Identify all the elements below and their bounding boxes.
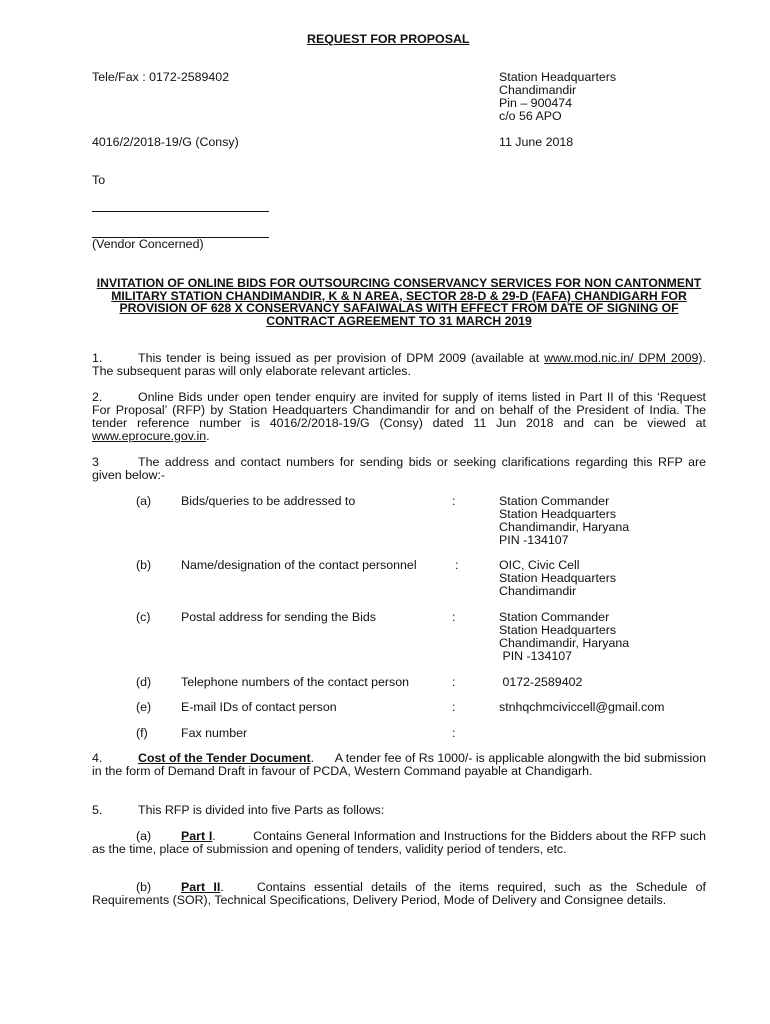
paragraph-number: 4. — [92, 751, 103, 765]
paragraph-title: Cost of the Tender Document — [138, 751, 311, 765]
paragraph-1 — [92, 352, 706, 378]
row-description: E-mail IDs of contact person — [181, 700, 337, 714]
document-title: REQUEST FOR PROPOSAL — [307, 32, 470, 46]
row-value: stnhqchmciviccell@gmail.com — [499, 700, 665, 714]
paragraph-text: The address and contact numbers for sending bids or seeking clarifications regarding this RFP are given below:- — [92, 455, 706, 482]
part-title: Part I — [181, 829, 213, 843]
part-item-b — [92, 881, 706, 907]
reference-number: 4016/2/2018-19/G (Consy) — [92, 135, 239, 149]
title-separator: . — [310, 751, 335, 765]
to-label: To — [92, 173, 106, 187]
letter-date: 11 June 2018 — [499, 135, 574, 149]
row-value: OIC, Civic Cell Station Headquarters Chandimandir — [499, 558, 617, 598]
part-label: (a) — [136, 829, 152, 843]
paragraph-number: 3 — [92, 455, 99, 469]
row-description: Telephone numbers of the contact person — [181, 675, 409, 689]
paragraph-text: ). The subsequent paras will only elaborate relevant articles. — [92, 351, 706, 378]
paragraph-5 — [92, 804, 706, 817]
paragraph-number: 2. — [92, 390, 103, 404]
row-colon: : — [452, 610, 456, 624]
address-line: Station Headquarters — [499, 70, 617, 84]
vendor-label: (Vendor Concerned) — [92, 237, 204, 251]
paragraph-text: This tender is being issued as per provision of DPM 2009 (available at — [138, 351, 545, 365]
part-text: Contains essential details of the items required, such as the Schedule of Requirements (SOR), Technical Specifications, Delivery Period, Mode of Delivery and Consignee details. — [92, 880, 706, 907]
paragraph-number: 1. — [92, 351, 103, 365]
row-label: (a) — [136, 494, 152, 508]
row-colon: : — [452, 494, 456, 508]
part-label: (b) — [136, 880, 152, 894]
row-colon: : — [452, 700, 456, 714]
address-blank-line — [92, 211, 269, 212]
paragraph-text: A tender fee of Rs 1000/- is applicable alongwith the bid submission in the form of Demand Draft in favour of PCDA, Western Command payable at Chandigarh. — [92, 751, 706, 778]
tele-fax: Tele/Fax : 0172-2589402 — [92, 70, 230, 84]
row-label: (d) — [136, 675, 152, 689]
invitation-heading: INVITATION OF ONLINE BIDS FOR OUTSOURCING CONSERVANCY SERVICES FOR NON CANTONMENT MILITARY STATION CHANDIMANDIR, K & N AREA, SECTOR 28-D & 29-D (FAFA) CHANDIGARH FOR PROVISION OF 628 X CONSERVANCY SAFAIWALAS WITH EFFECT FROM DATE OF SIGNING OF CONTRACT AGREEMENT TO 31 MARCH 2019 — [96, 276, 702, 328]
eprocure-link[interactable]: www.eprocure.gov.in — [92, 429, 207, 443]
paragraph-3 — [92, 456, 706, 482]
row-value: Station Commander Station Headquarters Chandimandir, Haryana PIN -134107 — [499, 494, 630, 547]
paragraph-number: 5. — [92, 803, 103, 817]
row-description: Fax number — [181, 726, 248, 740]
paragraph-text: . — [206, 429, 210, 443]
row-description: Bids/queries to be addressed to — [181, 494, 356, 508]
row-label: (b) — [136, 558, 152, 572]
row-description: Postal address for sending the Bids — [181, 610, 376, 624]
row-label: (f) — [136, 726, 148, 740]
row-value: Station Commander Station Headquarters Chandimandir, Haryana PIN -134107 — [499, 610, 630, 663]
part-title: Part II — [181, 880, 221, 894]
paragraph-2 — [92, 391, 706, 443]
row-colon: : — [455, 558, 459, 572]
row-value: 0172-2589402 — [499, 675, 583, 689]
row-label: (e) — [136, 700, 152, 714]
row-label: (c) — [136, 610, 151, 624]
paragraph-text: This RFP is divided into five Parts as follows: — [138, 803, 385, 817]
row-colon: : — [452, 675, 456, 689]
part-text: Contains General Information and Instructions for the Bidders about the RFP such as the time, place of submission and opening of tenders, validity period of tenders, etc. — [92, 829, 706, 856]
dpm-link[interactable]: www.mod.nic.in/ DPM 2009 — [544, 351, 699, 365]
paragraph-text: Online Bids under open tender enquiry are invited for supply of items listed in Part II of this ‘Request For Proposal’ (RFP) by Station Headquarters Chandimandir for and on behalf of the President of India. The tender reference number is 4016/2/2018-19/G (Consy) dated 11 Jun 2018 and can be viewed at — [92, 390, 706, 430]
row-colon: : — [452, 726, 456, 740]
address-line: Chandimandir — [499, 83, 577, 97]
row-description: Name/designation of the contact personnel — [181, 558, 417, 572]
paragraph-4 — [92, 752, 706, 778]
address-line: Pin – 900474 — [499, 96, 573, 110]
part-item-a — [92, 830, 706, 856]
address-line: c/o 56 APO — [499, 109, 562, 123]
title-separator: . — [220, 880, 257, 894]
title-separator: . — [212, 829, 254, 843]
